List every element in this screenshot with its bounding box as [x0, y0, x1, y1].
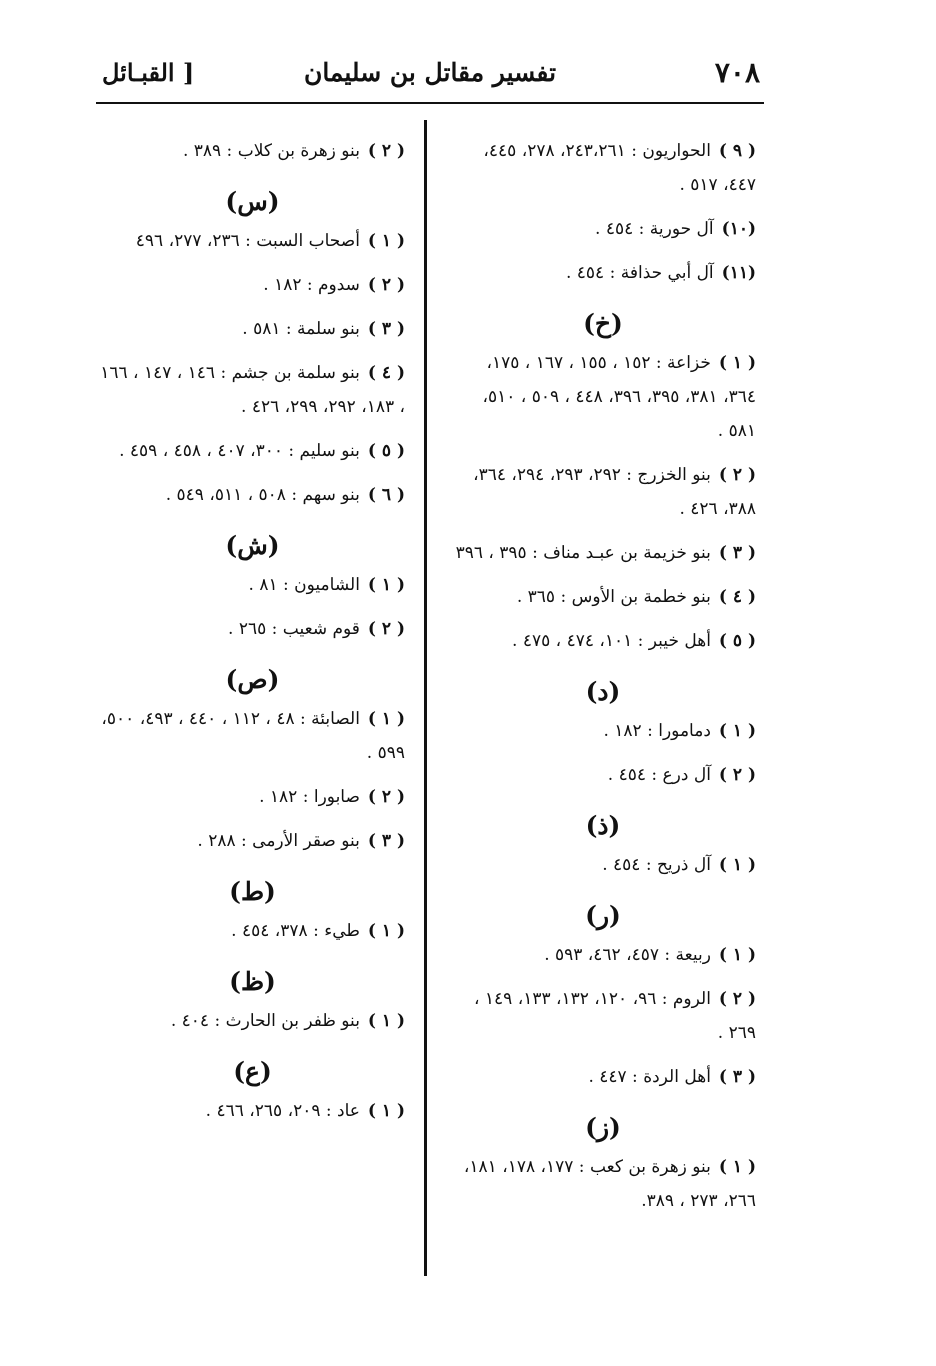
- entry-number: ( ٣ ): [718, 543, 756, 563]
- section-title: [ القبـائل: [102, 58, 195, 87]
- entry-number: ( ١ ): [367, 231, 405, 251]
- entry-text: الشاميون : ٨١ .: [248, 575, 360, 595]
- entry-text: بنو صقر الأرمى : ٢٨٨ .: [197, 831, 360, 851]
- entry-text: ربيعة : ٤٥٧، ٤٦٢، ٥٩٣ .: [544, 945, 711, 965]
- letter-heading: (ص): [225, 665, 280, 694]
- entry-number: ( ٤ ): [367, 363, 405, 383]
- letter-heading: (خ): [583, 309, 623, 338]
- entry-number: (١٠): [721, 219, 756, 239]
- entry-number: ( ٣ ): [367, 319, 405, 339]
- index-entry: [450, 1060, 756, 1094]
- index-entry: [450, 758, 756, 792]
- entry-text: خزاعة : ١٥٢ ، ١٥٥ ، ١٦٧ ، ١٧٥، ٣٦٤، ٣٨١، ٣٩٥، ٣٩٦، ٤٤٨ ، ٥٠٩ ، ٥١٠، ٥٨١ .: [482, 353, 756, 441]
- index-entry: [450, 580, 756, 614]
- entry-text: آل حورية : ٤٥٤ .: [595, 219, 714, 239]
- entry-number: ( ١ ): [367, 921, 405, 941]
- index-entry: [100, 478, 405, 512]
- entry-number: ( ٩ ): [718, 141, 756, 161]
- entry-text: الصابئة : ٤٨ ، ١١٢ ، ٤٤٠ ، ٤٩٣، ٥٠٠، ٥٩٩ .: [101, 709, 405, 763]
- entry-number: ( ٤ ): [718, 587, 756, 607]
- entry-number: ( ١ ): [718, 855, 756, 875]
- letter-heading: (ظ): [229, 967, 276, 996]
- entry-text: بنو خطمة بن الأوس : ٣٦٥ .: [516, 587, 711, 607]
- entry-text: قوم شعيب : ٢٦٥ .: [228, 619, 360, 639]
- entry-number: ( ١ ): [718, 721, 756, 741]
- index-entry: [450, 848, 756, 882]
- entry-text: طيء : ٣٧٨، ٤٥٤ .: [231, 921, 360, 941]
- index-entry: [100, 1094, 405, 1128]
- index-entry: [100, 780, 405, 814]
- left-column: [100, 134, 405, 1138]
- index-entry: [100, 824, 405, 858]
- index-entry: [100, 1004, 405, 1038]
- entry-text: آل ذريح : ٤٥٤ .: [602, 855, 711, 875]
- index-entry: [450, 256, 756, 290]
- entry-text: بنو الخزرج : ٢٩٢، ٢٩٣، ٢٩٤، ٣٦٤، ٣٨٨، ٤٢٦ .: [473, 465, 756, 519]
- entry-number: ( ١ ): [718, 353, 756, 373]
- letter-heading: (ر): [585, 901, 621, 930]
- header-rule: [96, 102, 764, 104]
- entry-number: ( ٢ ): [718, 765, 756, 785]
- index-entry: [450, 624, 756, 658]
- entry-text: بنو سليم : ٣٠٠، ٤٠٧ ، ٤٥٨ ، ٤٥٩ .: [119, 441, 360, 461]
- entry-number: ( ٢ ): [367, 141, 405, 161]
- entry-number: ( ٥ ): [718, 631, 756, 651]
- entry-number: ( ٦ ): [367, 485, 405, 505]
- entry-text: بنو خزيمة بن عبـد مناف : ٣٩٥ ، ٣٩٦: [455, 543, 711, 563]
- entry-text: أهل الردة : ٤٤٧ .: [588, 1067, 711, 1087]
- entry-number: ( ١ ): [718, 945, 756, 965]
- entry-number: ( ٢ ): [718, 465, 756, 485]
- index-entry: [100, 224, 405, 258]
- entry-text: آل درع : ٤٥٤ .: [607, 765, 711, 785]
- entry-number: ( ٥ ): [367, 441, 405, 461]
- entry-text: بنو سهم : ٥٠٨ ، ٥١١، ٥٤٩ .: [165, 485, 360, 505]
- index-entry: [100, 702, 405, 770]
- index-entry: [450, 346, 756, 448]
- index-entry: [450, 536, 756, 570]
- page-number: ٧٠٨: [714, 56, 760, 89]
- entry-text: بنو زهرة بن كعب : ١٧٧، ١٧٨، ١٨١، ٢٦٦، ٢٧٣ ، ٣٨٩.: [463, 1157, 756, 1211]
- index-entry: [450, 714, 756, 748]
- index-entry: [450, 458, 756, 526]
- entry-text: آل أبي حذافة : ٤٥٤ .: [565, 263, 714, 283]
- letter-heading: (ذ): [585, 811, 621, 840]
- entry-number: ( ١ ): [367, 1011, 405, 1031]
- entry-number: ( ٢ ): [367, 787, 405, 807]
- letter-heading: (د): [585, 677, 621, 706]
- entry-text: بنو سلمة : ٥٨١ .: [242, 319, 360, 339]
- index-entry: [100, 434, 405, 468]
- letter-heading: (س): [225, 187, 280, 216]
- column-divider: [424, 120, 427, 1276]
- index-entry: [100, 134, 405, 168]
- index-entry: [450, 212, 756, 246]
- entry-text: عاد : ٢٠٩، ٢٦٥، ٤٦٦ .: [205, 1101, 360, 1121]
- index-entry: [100, 914, 405, 948]
- entry-text: سدوم : ١٨٢ .: [263, 275, 360, 295]
- entry-text: أصحاب السبت : ٢٣٦، ٢٧٧، ٤٩٦: [135, 231, 360, 251]
- entry-text: دمامورا : ١٨٢ .: [603, 721, 711, 741]
- index-entry: [450, 134, 756, 202]
- entry-text: بنو ظفر بن الحارث : ٤٠٤ .: [170, 1011, 360, 1031]
- entry-text: الحواريون : ٢٤٣،٢٦١، ٢٧٨، ٤٤٥، ٤٤٧، ٥١٧ .: [483, 141, 756, 195]
- entry-number: ( ١ ): [367, 709, 405, 729]
- entry-text: الروم : ٩٦، ١٢٠، ١٣٢، ١٣٣، ١٤٩ ، ٢٦٩ .: [474, 989, 756, 1043]
- index-entry: [100, 268, 405, 302]
- page-title: تفسير مقاتل بن سليمان: [303, 58, 557, 87]
- entry-number: ( ٣ ): [367, 831, 405, 851]
- entry-number: (١١): [721, 263, 756, 283]
- entry-text: بنو زهرة بن كلاب : ٣٨٩ .: [182, 141, 360, 161]
- letter-heading: (ش): [225, 531, 280, 560]
- entry-number: ( ٣ ): [718, 1067, 756, 1087]
- entry-text: صابورا : ١٨٢ .: [259, 787, 360, 807]
- page-header: [96, 46, 764, 104]
- entry-text: بنو سلمة بن جشم : ١٤٦ ، ١٤٧ ، ١٦٦ ، ١٨٣، ٢٩٢، ٢٩٩، ٤٢٦ .: [100, 363, 405, 417]
- index-entry: [450, 938, 756, 972]
- letter-heading: (ز): [585, 1113, 621, 1142]
- index-entry: [100, 612, 405, 646]
- index-entry: [100, 356, 405, 424]
- right-column: [450, 134, 756, 1228]
- letter-heading: (ع): [233, 1057, 272, 1086]
- index-entry: [100, 568, 405, 602]
- entry-number: ( ١ ): [718, 1157, 756, 1177]
- entry-number: ( ٢ ): [367, 619, 405, 639]
- entry-number: ( ١ ): [367, 575, 405, 595]
- letter-heading: (ط): [229, 877, 276, 906]
- entry-number: ( ٢ ): [718, 989, 756, 1009]
- index-entry: [450, 1150, 756, 1218]
- entry-text: أهل خيبر : ١٠١، ٤٧٤ ، ٤٧٥ .: [512, 631, 711, 651]
- index-entry: [450, 982, 756, 1050]
- entry-number: ( ٢ ): [367, 275, 405, 295]
- index-entry: [100, 312, 405, 346]
- entry-number: ( ١ ): [367, 1101, 405, 1121]
